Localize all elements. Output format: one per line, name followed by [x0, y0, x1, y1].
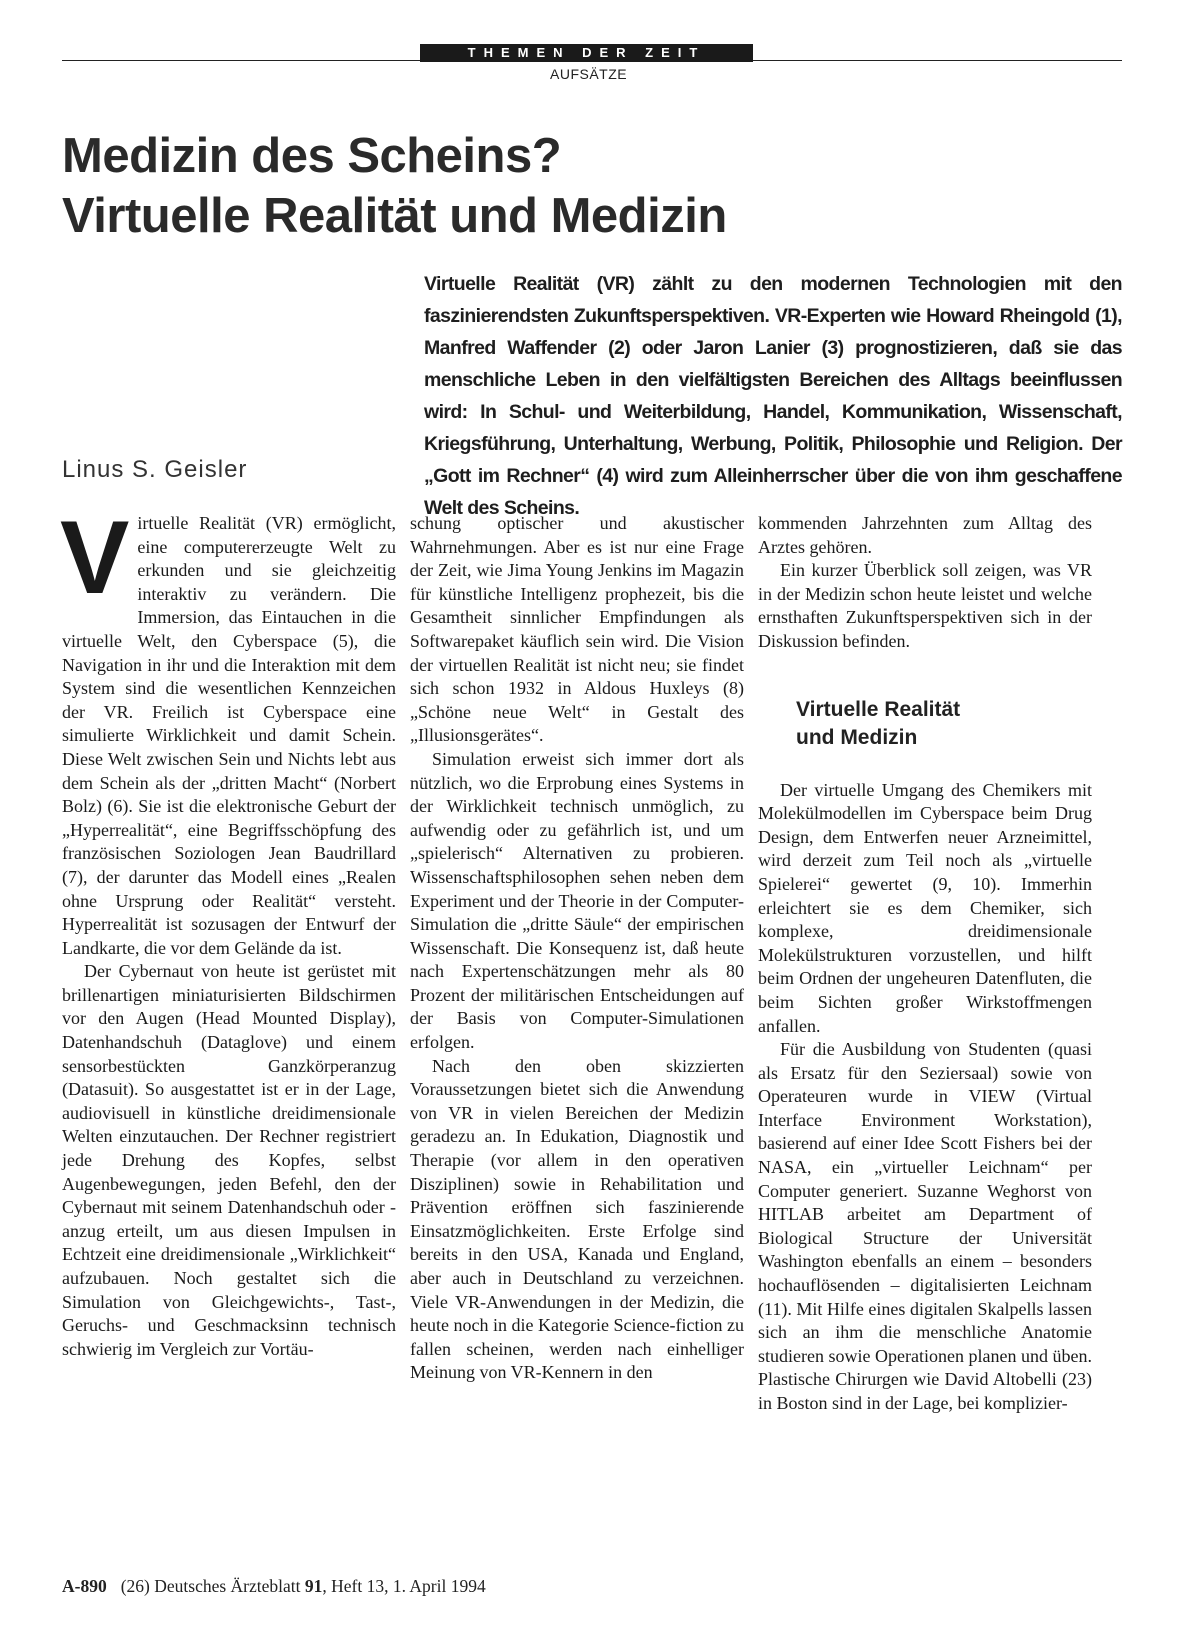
- journal-issue-suffix: , Heft 13, 1. April 1994: [322, 1576, 486, 1596]
- drop-cap: V: [60, 500, 130, 616]
- paragraph-text: irtuelle Realität (VR) ermöglicht, eine computererzeugte Welt zu erkunden und sie gleichzeitig interaktiv zu verändern. Die Immersion, das Eintauchen in die virtuelle Welt, den Cyberspace (5), die Navigation in ihr und die Interaktion mit dem System sind die wesentlichen Kennzeichen der VR. Freilich ist Cyberspace eine simulierte Wirklichkeit und damit Schein. Diese Welt zwischen Sein und Nichts lebt aus dem Schein als der „dritten Macht“ (Norbert Bolz) (6). Sie ist die elektronische Geburt der „Hyperrealität“, eine Begriffsschöpfung des französischen Soziologen Jean Baudrillard (7), der darunter das Modell eines „Realen ohne Ursprung oder Realität“ versteht. Hyperrealität ist sozusagen der Entwurf der Landkarte, die vor dem Gelände da ist.: [62, 513, 396, 958]
- subheading-line-2: und Medizin: [796, 725, 918, 749]
- body-column-3: [758, 512, 1092, 1416]
- title-line-2: Virtuelle Realität und Medizin: [62, 189, 727, 243]
- body-paragraph: kommenden Jahrzehnten zum Alltag des Arztes gehören.: [758, 513, 1092, 557]
- body-paragraph: [60, 500, 396, 960]
- body-column-2: [410, 512, 744, 1385]
- author-name: Linus S. Geisler: [62, 456, 248, 483]
- page-number: A-890: [62, 1576, 107, 1596]
- body-paragraph: Ein kurzer Überblick soll zeigen, was VR in der Medizin schon heute leistet und welche ernsthaften Zukunftsperspektiven sich in der Diskussion befinden.: [758, 560, 1092, 651]
- journal-volume: 91: [304, 1576, 323, 1596]
- journal-issue-prefix: (26) Deutsches Ärzteblatt: [120, 1576, 305, 1596]
- body-paragraph: schung optischer und akustischer Wahrnehmungen. Aber es ist nur eine Frage der Zeit, wie Jima Young Jenkins im Magazin für künstliche Intelligenz prophezeit, bis die Gesamtheit sinnlicher Empfindungen als Softwarepaket käuflich sein wird. Die Vision der virtuellen Realität ist nicht neu; sie findet sich schon 1932 in Aldous Huxleys (8) „Schöne neue Welt“ in Gestalt des „Illusionsgerätes“.: [410, 513, 744, 746]
- section-subheading: [796, 696, 1092, 752]
- title-line-1: Medizin des Scheins?: [62, 129, 562, 183]
- body-paragraph: Für die Ausbildung von Studenten (quasi als Ersatz für den Seziersaal) sowie von Operateuren wurde in VIEW (Virtual Interface Environment Workstation), basierend auf einer Idee Scott Fishers bei der NASA, ein „virtueller Leichnam“ per Computer generiert. Suzanne Weghorst von HITLAB arbeitet am Department of Biological Structure der Universität Washington ebenfalls an einem – besonders hochauflösenden – digitalisierten Leichnam (11). Mit Hilfe eines digitalen Skalpells lassen sich an ihm die menschliche Anatomie studieren sowie Operationen planen und üben. Plastische Chirurgen wie David Altobelli (23) in Boston sind in der Lage, bei komplizier-: [758, 1039, 1092, 1413]
- body-paragraph: Nach den oben skizzierten Voraussetzungen bietet sich die Anwendung von VR in vielen Bereichen der Medizin geradezu an. In Edukation, Diagnostik und Therapie (vor allem in den operativen Disziplinen) sowie in Rehabilitation und Prävention eröffnen sich faszinierende Einsatzmöglichkeiten. Erste Erfolge sind bereits in den USA, Kanada und England, aber auch in Deutschland zu verzeichnen. Viele VR-Anwendungen in der Medizin, die heute noch in die Kategorie Science-fiction zu fallen scheinen, werden nach einhelliger Meinung von VR-Kennern in den: [410, 1055, 744, 1383]
- lead-paragraph: Virtuelle Realität (VR) zählt zu den modernen Technologien mit den faszinierendsten Zukunftsperspektiven. VR-Experten wie Howard Rheingold (1), Manfred Waffender (2) oder Jaron Lanier (3) prognostizieren, daß sie das menschliche Leben in den vielfältigsten Bereichen des Alltags beeinflussen wird: In Schul- und Weiterbildung, Handel, Kommunikation, Wissenschaft, Kriegsführung, Unterhaltung, Werbung, Politik, Philosophie und Religion. Der „Gott im Rechner“ (4) wird zum Alleinherrscher über die von ihm geschaffene Welt des Scheins.: [424, 273, 1122, 519]
- body-paragraph: Der virtuelle Umgang des Chemikers mit Molekülmodellen im Cyberspace beim Drug Design, dem Entwerfen neuer Arzneimittel, wird derzeit zum Teil noch als „virtuelle Spielerei“ gewertet (9, 10). Immerhin erleichtert sie es dem Chemiker, sich komplexe, dreidimensionale Molekülstrukturen vorzustellen, und hilft beim Ordnen der ungeheuren Datenfluten, die beim Sichten großer Wirkstoffmengen anfallen.: [758, 779, 1092, 1036]
- subheading-line-1: Virtuelle Realität: [796, 697, 961, 721]
- section-kicker: AUFSÄTZE: [550, 66, 628, 82]
- body-paragraph: Der Cybernaut von heute ist gerüstet mit brillenartigen miniaturisierten Bildschirmen vor den Augen (Head Mounted Display), Datenhandschuh (Dataglove) und einem sensorbestückten Ganzkörperanzug (Datasuit). So ausgestattet ist er in der Lage, audiovisuell in künstliche dreidimensionale Welten einzutauchen. Der Rechner registriert jede Drehung des Kopfes, selbst Augenbewegungen, jeden Befehl, den der Cybernaut mit seinem Datenhandschuh oder -anzug erteilt, um aus diesen Impulsen in Echtzeit eine dreidimensionale „Wirklichkeit“ aufzubauen. Noch gestaltet sich die Simulation von Gleichgewichts-, Tast-, Geruchs- und Geschmacksinn technisch schwierig im Vergleich zur Vortäu-: [62, 961, 396, 1359]
- body-column-1: [60, 500, 396, 1361]
- section-banner: THEMEN DER ZEIT: [420, 44, 753, 62]
- page-footer: [62, 1576, 486, 1597]
- body-paragraph: Simulation erweist sich immer dort als nützlich, wo die Erprobung eines Systems in der Wirklichkeit technisch unmöglich, zu aufwendig oder zu gefährlich ist, und um „spielerisch“ Alternativen zu probieren. Wissenschaftsphilosophen sehen neben dem Experiment und der Theorie in der Computer-Simulation die „dritte Säule“ der empirischen Wissenschaft. Die Konsequenz ist, daß heute nach Expertenschätzungen mehr als 80 Prozent der militärischen Entscheidungen auf der Basis von Computer-Simulationen erfolgen.: [410, 748, 744, 1053]
- article-title: [62, 126, 1062, 246]
